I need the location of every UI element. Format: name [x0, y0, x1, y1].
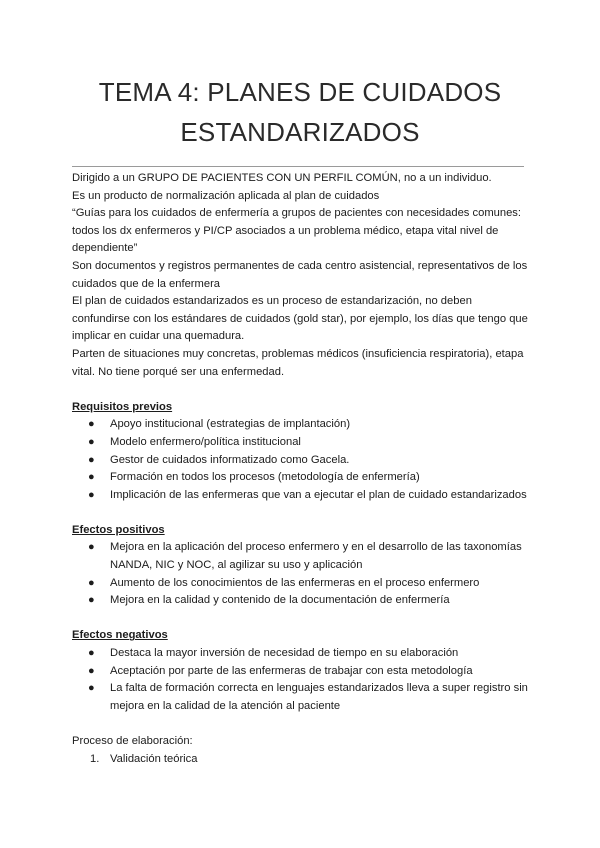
spacer: [72, 610, 532, 628]
list-number: 1.: [90, 752, 100, 765]
intro-paragraph: Parten de situaciones muy concretas, problemas médicos (insuficiencia respiratoria), etapa vital. No tiene porqué ser una enfermedad.: [72, 347, 524, 378]
spacer: [72, 504, 532, 522]
list-item-text: Destaca la mayor inversión de necesidad de tiempo en su elaboración: [110, 647, 459, 660]
positivos-list: [72, 539, 532, 609]
requisitos-list: [72, 416, 532, 504]
list-item: [72, 416, 532, 434]
bullet-icon: ●: [88, 541, 95, 554]
list-item: [72, 575, 532, 593]
intro-paragraph: Dirigido a un GRUPO DE PACIENTES CON UN PERFIL COMÚN, no a un individuo.: [72, 172, 492, 184]
intro-paragraph: Es un producto de normalización aplicada al plan de cuidados: [72, 189, 380, 202]
section-heading-positivos: Efectos positivos: [72, 523, 165, 536]
list-item: [72, 469, 532, 487]
list-item-text: La falta de formación correcta en lenguajes estandarizados lleva a super registro sin mejora en la calidad de la atención al paciente: [110, 682, 528, 712]
title-line-2: ESTANDARIZADOS: [180, 117, 420, 147]
bullet-icon: ●: [88, 576, 95, 589]
bullet-icon: ●: [88, 471, 95, 484]
list-item: [72, 680, 532, 715]
list-item: [72, 434, 532, 452]
section-heading-requisitos: Requisitos previos: [72, 400, 173, 413]
list-item: [72, 645, 532, 663]
list-item-text: Mejora en la calidad y contenido de la documentación de enfermería: [110, 594, 450, 607]
list-item: [72, 663, 532, 681]
list-item-text: Modelo enfermero/política institucional: [110, 435, 301, 448]
title-line-1: TEMA 4: PLANES DE CUIDADOS: [98, 77, 502, 107]
document-body: [72, 170, 532, 768]
intro-paragraph: Son documentos y registros permanentes de cada centro asistencial, representativos de los cuidados que de la enfermera: [72, 259, 528, 290]
negativos-list: [72, 645, 532, 715]
section-heading-proceso: Proceso de elaboración:: [72, 735, 193, 747]
intro-paragraph: “Guías para los cuidados de enfermería a grupos de pacientes con necesidades comunes: todos los dx enfermeros y PI/CP asociados a un problema médico, etapa vital nivel de dependiente”: [72, 207, 522, 255]
list-item-text: Mejora en la aplicación del proceso enfermero y en el desarrollo de las taxonomías NANDA, NIC y NOC, al agilizar su uso y aplicación: [110, 541, 522, 572]
list-item-text: Aumento de los conocimientos de las enfermeras en el proceso enfermero: [110, 576, 480, 589]
page-title: [0, 72, 600, 152]
proceso-list: [72, 751, 532, 769]
list-item: [72, 592, 532, 610]
list-item: [72, 751, 532, 769]
bullet-icon: ●: [88, 647, 95, 660]
bullet-icon: ●: [88, 453, 95, 466]
bullet-icon: ●: [88, 664, 95, 677]
bullet-icon: ●: [88, 418, 95, 431]
list-item-text: Validación teórica: [110, 752, 198, 765]
bullet-icon: ●: [88, 682, 95, 695]
list-item-text: Gestor de cuidados informatizado como Gacela.: [110, 453, 350, 466]
intro-paragraph: El plan de cuidados estandarizados es un proceso de estandarización, no deben confundirse con los estándares de cuidados (gold star), por ejemplo, los días que tengo que implicar en cuidar una quemadura.: [72, 295, 528, 343]
list-item: [72, 539, 532, 574]
title-divider: [72, 166, 524, 167]
list-item-text: Implicación de las enfermeras que van a ejecutar el plan de cuidado estandarizados: [110, 488, 527, 501]
section-heading-negativos: Efectos negativos: [72, 629, 168, 642]
list-item: [72, 452, 532, 470]
bullet-icon: ●: [88, 435, 95, 448]
spacer: [72, 715, 532, 733]
bullet-icon: ●: [88, 594, 95, 607]
list-item-text: Formación en todos los procesos (metodología de enfermería): [110, 471, 420, 484]
spacer: [72, 381, 532, 399]
list-item-text: Aceptación por parte de las enfermeras de trabajar con esta metodología: [110, 664, 473, 677]
list-item: [72, 487, 532, 505]
list-item-text: Apoyo institucional (estrategias de implantación): [110, 418, 351, 431]
bullet-icon: ●: [88, 488, 95, 501]
